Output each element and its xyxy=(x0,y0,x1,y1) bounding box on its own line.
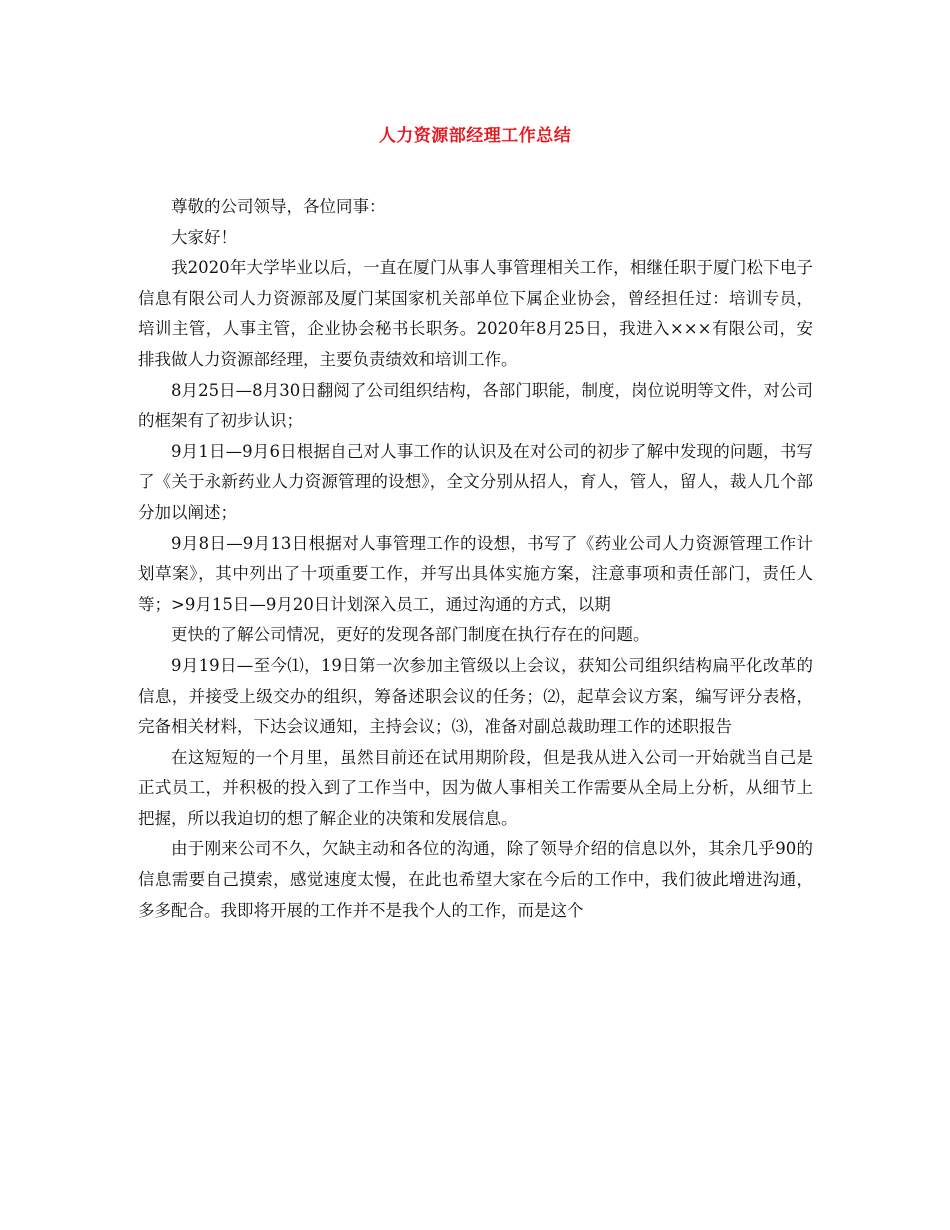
paragraph-greeting: 尊敬的公司领导，各位同事： xyxy=(171,197,386,216)
paragraph-sep8-13: 9月8日—9月13日根据对人事管理工作的设想，书写了《药业公司人力资源管理工作计划草案》，其中列出了十项重要工作，并写出具体实施方案，注意事项和责任部门，责任人等；>9月15日—9月20日计划深入员工，通过沟通的方式，以期 xyxy=(138,533,813,614)
paragraph-aug25-30: 8月25日—8月30日翻阅了公司组织结构，各部门职能，制度，岗位说明等文件，对公司的框架有了初步认识； xyxy=(138,380,813,431)
paragraph-communication: 由于刚来公司不久，欠缺主动和各位的沟通，除了领导介绍的信息以外，其余几乎90的信息需要自己摸索，感觉速度太慢，在此也希望大家在今后的工作中，我们彼此增进沟通，多多配合。我即将开展的工作并不是我个人的工作，而是这个 xyxy=(138,839,813,920)
paragraph-sep19: 9月19日—至今⑴，19日第一次参加主管级以上会议，获知公司组织结构扁平化改革的信息，并接受上级交办的组织，筹备述职会议的任务；⑵，起草会议方案，编写评分表格，完备相关材料，下达会议通知，主持会议；⑶，准备对副总裁助理工作的述职报告 xyxy=(138,655,813,737)
paragraph-background: 我2020年大学毕业以后，一直在厦门从事人事管理相关工作，相继任职于厦门松下电子信息有限公司人力资源部及厦门某国家机关部单位下属企业协会，曾经担任过：培训专员，培训主管，人事主管，企业协会秘书长职务。2020年8月25日，我进入×××有限公司，安排我做人力资源部经理，主要负责绩效和培训工作。 xyxy=(138,258,813,369)
page-title: 人力资源部经理工作总结 xyxy=(378,126,572,146)
document-body xyxy=(138,192,813,926)
paragraph-month-summary: 在这短短的一个月里，虽然目前还在试用期阶段，但是我从进入公司一开始就当自己是正式员工，并积极的投入到了工作当中，因为做人事相关工作需要从全局上分析，从细节上把握，所以我迫切的想了解企业的决策和发展信息。 xyxy=(138,747,813,828)
paragraph-understanding: 更快的了解公司情况，更好的发现各部门制度在执行存在的问题。 xyxy=(171,625,650,645)
paragraph-hello: 大家好！ xyxy=(171,227,237,247)
paragraph-sep1-6: 9月1日—9月6日根据自己对人事工作的认识及在对公司的初步了解中发现的问题，书写了《关于永新药业人力资源管理的设想》，全文分别从招人，育人，管人，留人，裁人几个部分加以阐述； xyxy=(138,441,813,522)
